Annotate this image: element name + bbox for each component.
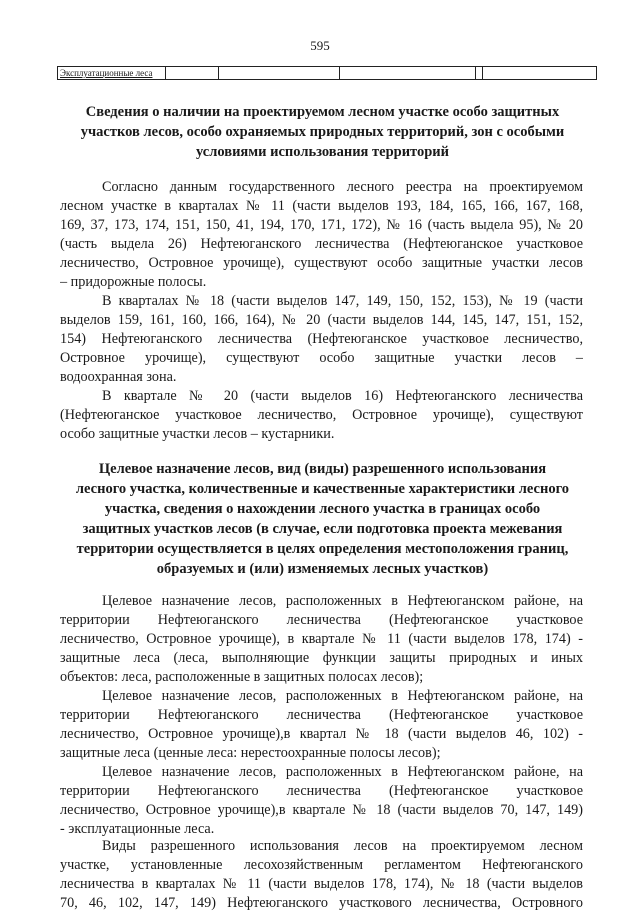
header-cell <box>482 67 596 79</box>
section-2-title: Целевое назначение лесов, вид (виды) разрешенного использования лесного участка, количественные и качественные характеристики лесного участка, сведения о нахождении лесного участка в границах особо защитных участков лесов (в случае, если подготовка проекта межевания территории осуществляется в целях определения местоположения границ, образуемых и (или) изменяемых лесных участков) <box>75 461 570 577</box>
section-1-paragraph: Согласно данным государственного лесного реестра на проектируемом лесном участке в кварталах № 11 (части выделов 193, 184, 165, 166, 167, 168, 169, 37, 173, 174, 151, 150, 41, 194, 170, 171, 172), № 16 (часть выдела 95), № 20 (часть выдела 26) Нефтеюганского лесничества (Нефтеюганское участковое лесничество, Островное урочище), существуют особо защитные участки лесов – придорожные полосы. <box>60 179 583 290</box>
header-cell <box>165 67 218 79</box>
header-cell <box>339 67 475 79</box>
header-cell <box>475 67 482 79</box>
section-1-paragraph: В кварталах № 18 (части выделов 147, 149, 150, 152, 153), № 19 (части выделов 159, 161, 160, 166, 164), № 20 (части выделов 144, 145, 147, 151, 152, 154) Нефтеюганского лесничества (Нефтеюганское участковое лесничество, Островное урочище), существуют особо защитные участки лесов – водоохранная зона. <box>60 293 583 385</box>
header-table-row <box>57 66 597 80</box>
section-2-paragraph: Целевое назначение лесов, расположенных в Нефтеюганском районе, на территории Нефтеюганского лесничества (Нефтеюганское участковое лесничество, Островное урочище), в квартале № 11 (части выделов 178, 174) - защитные леса (леса, выполняющие функции защиты природных и иных объектов: леса, расположенные в защитных полосах лесов); <box>60 593 583 685</box>
header-cell <box>218 67 339 79</box>
section-1-paragraph: В квартале № 20 (части выделов 16) Нефтеюганского лесничества (Нефтеюганское участковое лесничество, Островное урочище), существуют особо защитные участки лесов – кустарники. <box>60 388 583 442</box>
section-2-paragraph: Виды разрешенного использования лесов на проектируемом лесном участке, установленные лесохозяйственным регламентом Нефтеюганского лесничества в кварталах № 11 (части выделов 178, 174), № 18 (части выделов 70, 46, 102, 147, 149) Нефтеюганского участкового лесничества, Островного <box>60 838 583 911</box>
section-2-paragraph: Целевое назначение лесов, расположенных в Нефтеюганском районе, на территории Нефтеюганского лесничества (Нефтеюганское участковое лесничество, Островное урочище),в квартал № 18 (части выделов 46, 102) - защитные леса (ценные леса: нерестоохранные полосы лесов); <box>60 688 583 761</box>
page-number: 595 <box>310 38 330 53</box>
header-label: Эксплуатационные леса <box>60 68 153 78</box>
section-1-title: Сведения о наличии на проектируемом лесном участке особо защитных участков лесов, особо охраняемых природных территорий, зон с особыми условиями использования территорий <box>80 104 565 160</box>
section-2-paragraph: Целевое назначение лесов, расположенных в Нефтеюганском районе, на территории Нефтеюганского лесничества (Нефтеюганское участковое лесничество, Островное урочище),в квартале № 18 (части выделов 70, 147, 149) - эксплуатационные леса. <box>60 764 583 837</box>
